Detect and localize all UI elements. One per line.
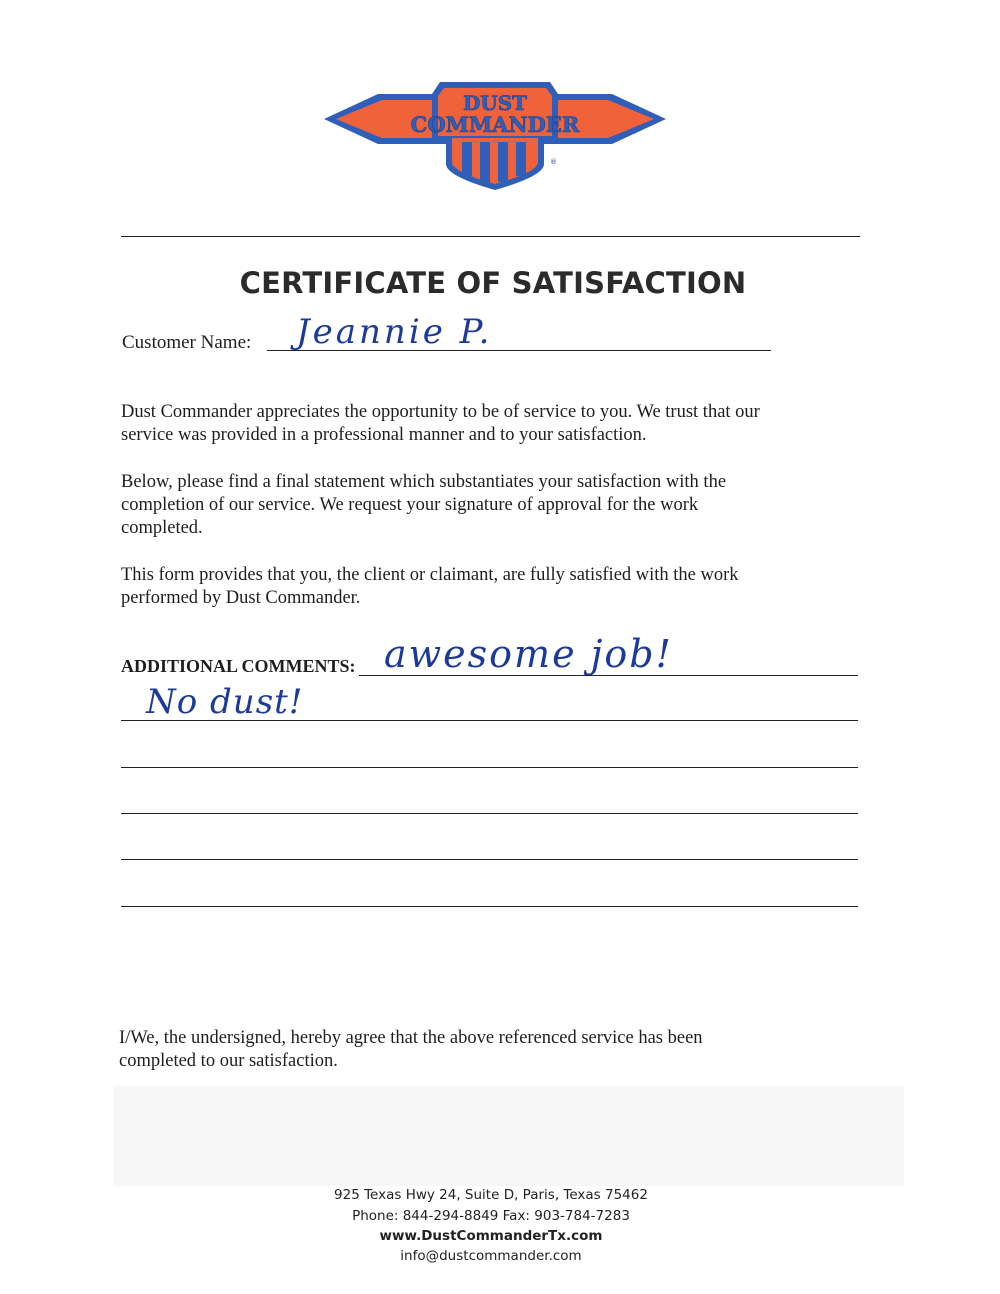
intro-line-1: Dust Commander appreciates the opportunity to be of service to you. We trust that our	[121, 402, 760, 422]
customer-name-label: Customer Name:	[122, 332, 252, 353]
comment-line-6	[121, 906, 858, 907]
additional-comments-label: ADDITIONAL COMMENTS:	[121, 656, 356, 676]
customer-name-line	[267, 350, 771, 351]
dust-commander-logo	[322, 72, 668, 194]
statement-line-1: Below, please find a final statement which substantiates your satisfaction with the	[121, 472, 727, 492]
agreement-paragraph	[119, 1027, 879, 1073]
statement-line-2: completion of our service. We request your signature of approval for the work	[121, 495, 699, 515]
comment-line-4	[121, 813, 858, 814]
signature-area	[114, 1086, 904, 1186]
comment-handwritten-1: awesome job!	[384, 632, 673, 676]
logo-line2: COMMANDER	[410, 112, 580, 137]
logo-line1: DUST	[462, 91, 528, 115]
intro-paragraph	[121, 401, 881, 447]
footer-email: info@dustcommander.com	[400, 1248, 582, 1264]
statement-paragraph	[121, 471, 881, 540]
statement-line-3: completed.	[121, 518, 203, 538]
purpose-line-1: This form provides that you, the client or claimant, are fully satisfied with the work	[121, 565, 739, 585]
intro-line-2: service was provided in a professional manner and to your satisfaction.	[121, 425, 647, 445]
logo-registered-mark: ®	[550, 158, 557, 166]
comment-handwritten-2: No dust!	[146, 682, 304, 722]
customer-name-value: Jeannie P.	[296, 312, 493, 352]
footer-phone-fax: Phone: 844-294-8849 Fax: 903-784-7283	[352, 1208, 630, 1224]
comment-line-1	[359, 675, 858, 676]
footer-website: www.DustCommanderTx.com	[379, 1228, 603, 1244]
top-divider	[121, 236, 860, 237]
form-purpose-paragraph	[121, 564, 881, 610]
agreement-line-1: I/We, the undersigned, hereby agree that the above referenced service has been	[119, 1028, 703, 1048]
comment-line-5	[121, 859, 858, 860]
purpose-line-2: performed by Dust Commander.	[121, 588, 361, 608]
comment-line-3	[121, 767, 858, 768]
page-title: CERTIFICATE OF SATISFACTION	[239, 266, 747, 300]
comment-line-2	[121, 720, 858, 721]
agreement-line-2: completed to our satisfaction.	[119, 1051, 338, 1071]
footer-address: 925 Texas Hwy 24, Suite D, Paris, Texas 75462	[334, 1187, 648, 1203]
